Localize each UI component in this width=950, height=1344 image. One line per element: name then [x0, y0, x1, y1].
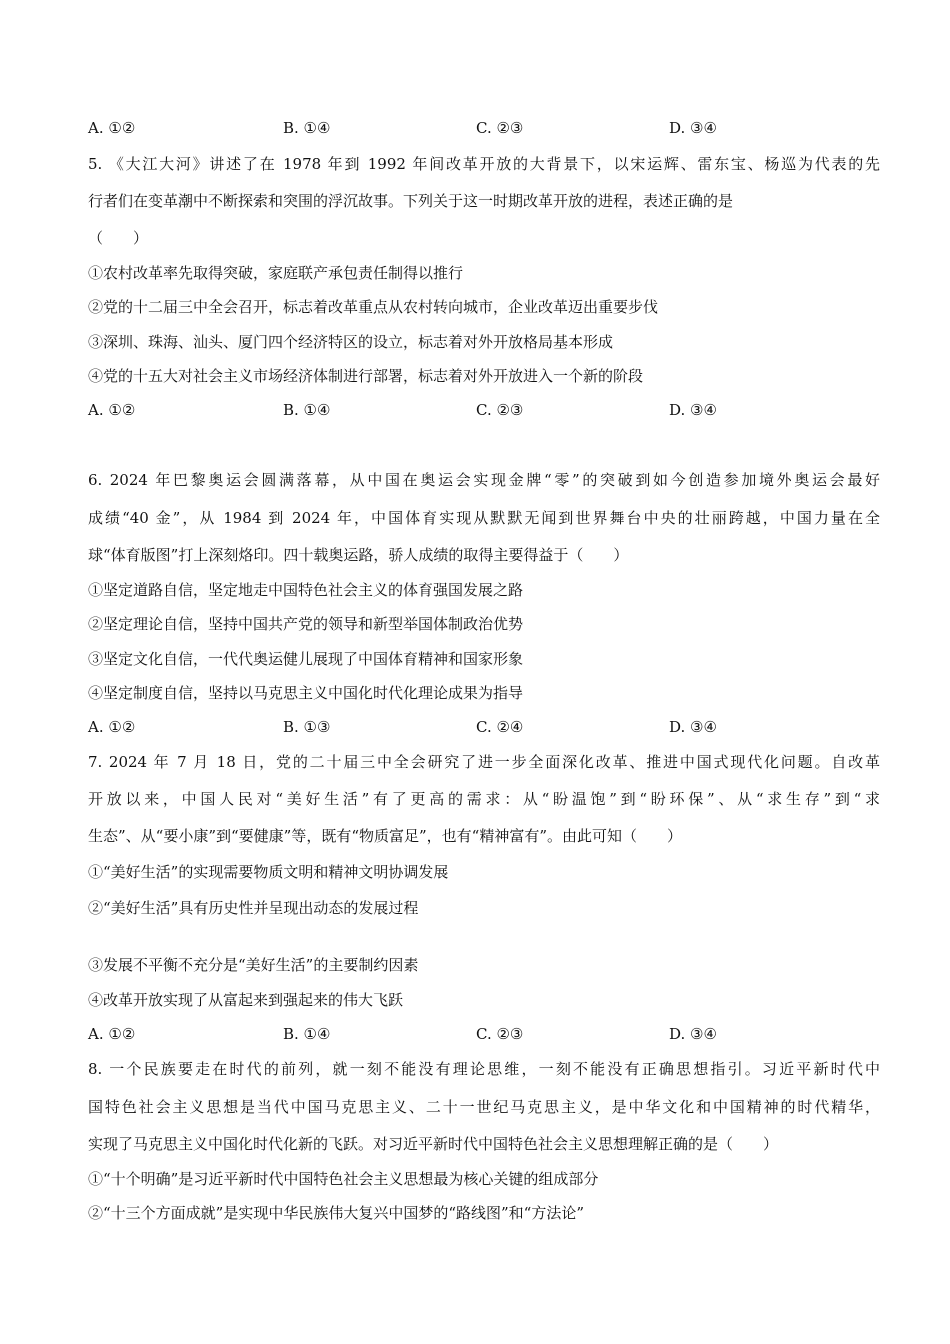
- q6-statement-1: ①坚定道路自信，坚定地走中国特色社会主义的体育强国发展之路: [88, 581, 524, 599]
- q8-stem-line: 实现了马克思主义中国化时代化新的飞跃。对习近平新时代中国特色社会主义思想理解正确的是（ ）: [88, 1135, 779, 1153]
- option-a: A. ①②: [88, 718, 136, 736]
- option-d: D. ③④: [669, 1025, 717, 1043]
- option-c: C. ②③: [476, 119, 524, 137]
- q6-stem-line: 球“体育版图”打上深刻烙印。四十载奥运路，骄人成绩的取得主要得益于（ ）: [88, 546, 629, 564]
- option-d: D. ③④: [669, 119, 717, 137]
- q5-statement-3: ③深圳、珠海、汕头、厦门四个经济特区的设立，标志着对外开放格局基本形成: [88, 333, 614, 351]
- q5-options: [88, 400, 888, 420]
- option-b: B. ①④: [283, 401, 331, 419]
- option-c: C. ②④: [476, 718, 524, 736]
- q6-statement-2: ②坚定理论自信，坚持中国共产党的领导和新型举国体制政治优势: [88, 615, 524, 633]
- option-c: C. ②③: [476, 1025, 524, 1043]
- q5-statement-2: ②党的十二届三中全会召开，标志着改革重点从农村转向城市，企业改革迈出重要步伐: [88, 298, 659, 316]
- q5-stem-line: 行者们在变革潮中不断探索和突围的浮沉故事。下列关于这一时期改革开放的进程，表述正确的是: [88, 192, 734, 210]
- q8-statement-2: ②“十三个方面成就”是实现中华民族伟大复兴中国梦的“路线图”和“方法论”: [88, 1204, 585, 1222]
- q7-statement-3: ③发展不平衡不充分是“美好生活”的主要制约因素: [88, 956, 419, 974]
- q5-statement-4: ④党的十五大对社会主义市场经济体制进行部署，标志着对外开放进入一个新的阶段: [88, 367, 644, 385]
- q7-stem-line: 生态”、从“要小康”到“要健康”等，既有“物质富足”，也有“精神富有”。由此可知（ ）: [88, 827, 683, 845]
- option-a: A. ①②: [88, 1025, 136, 1043]
- q8-statement-1: ①“十个明确”是习近平新时代中国特色社会主义思想最为核心关键的组成部分: [88, 1170, 599, 1188]
- q4-options: [88, 118, 888, 138]
- option-c: C. ②③: [476, 401, 524, 419]
- option-b: B. ①③: [283, 718, 331, 736]
- option-b: B. ①④: [283, 1025, 331, 1043]
- q5-statement-1: ①农村改革率先取得突破，家庭联产承包责任制得以推行: [88, 264, 464, 282]
- q7-stem-line: 7. 2024 年 7 月 18 日，党的二十届三中全会研究了进一步全面深化改革、推进中国式现代化问题。自改革: [88, 753, 880, 771]
- option-a: A. ①②: [88, 119, 136, 137]
- option-d: D. ③④: [669, 401, 717, 419]
- q6-statement-4: ④坚定制度自信，坚持以马克思主义中国化时代化理论成果为指导: [88, 684, 524, 702]
- q7-stem-line: 开放以来，中国人民对“美好生活”有了更高的需求：从“盼温饱”到“盼环保”、从“求生存”到“求: [88, 790, 880, 808]
- option-b: B. ①④: [283, 119, 331, 137]
- q8-stem-line: 国特色社会主义思想是当代中国马克思主义、二十一世纪马克思主义，是中华文化和中国精神的时代精华，: [88, 1098, 880, 1116]
- q7-statement-2: ②“美好生活”具有历史性并呈现出动态的发展过程: [88, 899, 419, 917]
- option-a: A. ①②: [88, 401, 136, 419]
- option-d: D. ③④: [669, 718, 717, 736]
- q7-statement-1: ①“美好生活”的实现需要物质文明和精神文明协调发展: [88, 863, 449, 881]
- q8-stem-line: 8. 一个民族要走在时代的前列，就一刻不能没有理论思维，一刻不能没有正确思想指引。习近平新时代中: [88, 1060, 880, 1078]
- q5-answer-blank: （ ）: [88, 229, 149, 247]
- q6-options: [88, 717, 888, 737]
- q6-stem-line: 6. 2024 年巴黎奥运会圆满落幕，从中国在奥运会实现金牌“零”的突破到如今创造参加境外奥运会最好: [88, 471, 880, 489]
- q6-statement-3: ③坚定文化自信，一代代奥运健儿展现了中国体育精神和国家形象: [88, 650, 524, 668]
- q6-stem-line: 成绩“40 金”，从 1984 到 2024 年，中国体育实现从默默无闻到世界舞台中央的壮丽跨越，中国力量在全: [88, 509, 880, 527]
- q7-statement-4: ④改革开放实现了从富起来到强起来的伟大飞跃: [88, 991, 404, 1009]
- q5-stem-line: 5. 《大江大河》讲述了在 1978 年到 1992 年间改革开放的大背景下，以宋运辉、雷东宝、杨巡为代表的先: [88, 155, 880, 173]
- q7-options: [88, 1024, 888, 1044]
